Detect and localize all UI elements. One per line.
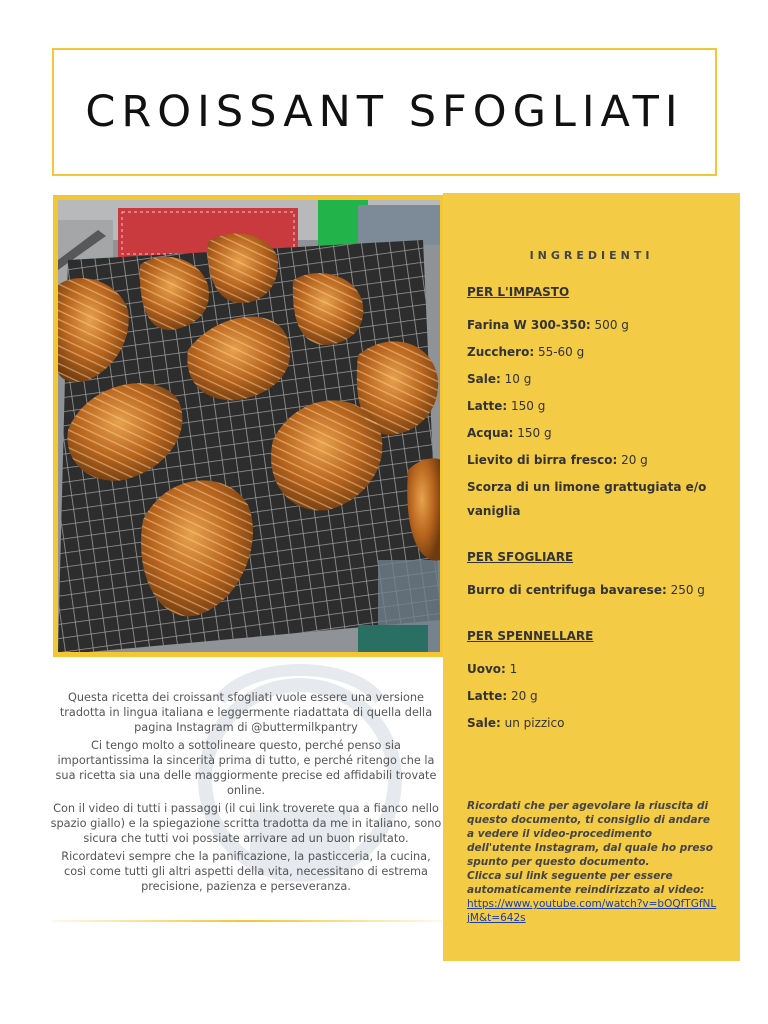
ingredients-panel [443, 193, 740, 961]
croissants-photo-frame [53, 195, 445, 657]
ingredient-item: Acqua: 150 g [467, 426, 552, 440]
ingredient-item: Uovo: 1 [467, 662, 518, 676]
intro-paragraph: Questa ricetta dei croissant sfogliati vuole essere una versione tradotta in lingua italiana e leggermente riadattata di quella della pagina Instagram di @buttermilkpantry [59, 691, 433, 734]
ingredient-item: Latte: 20 g [467, 689, 538, 703]
ingredient-item: Sale: 10 g [467, 372, 532, 386]
ingredients-heading: INGREDIENTI [529, 249, 654, 262]
intro-paragraph: Con il video di tutti i passaggi (il cui link troverete qua a fianco nello spazio giallo) e la spiegazione scritta tradotta da me in italiano, sono sicura che tutti voi possiate arrivare ad un buon risultato. [50, 802, 442, 845]
note-link-intro: Clicca sul link seguente per essere automaticamente reindirizzato al video: [467, 870, 705, 896]
section-title-impasto: PER L'IMPASTO [467, 285, 570, 299]
ingredients-list [467, 285, 722, 738]
section-title-spennellare: PER SPENNELLARE [467, 629, 594, 643]
ingredient-item: Latte: 150 g [467, 399, 546, 413]
ingredient-item: Farina W 300-350: 500 g [467, 318, 629, 332]
video-note [467, 799, 718, 925]
page-title: CROISSANT SFOGLIATI [85, 87, 684, 137]
video-link[interactable]: https://www.youtube.com/watch?v=bOQfTGfNLjM&t=642s [467, 898, 717, 924]
section-title-sfogliare: PER SFOGLIARE [467, 550, 574, 564]
ingredient-item: Sale: un pizzico [467, 716, 565, 730]
intro-paragraph: Ricordatevi sempre che la panificazione, la pasticceria, la cucina, così come tutti gli altri aspetti della vita, necessitano di estrema precisione, pazienza e perseveranza. [61, 850, 431, 893]
intro-text [50, 690, 442, 897]
title-box [52, 48, 717, 176]
note-text: Ricordati che per agevolare la riuscita di questo documento, ti consiglio di andare a vedere il video-procedimento dell'utente Instagram, dal quale ho preso spunto per questo documento. [467, 800, 713, 868]
croissants-photo [58, 200, 440, 652]
ingredient-item: Scorza di un limone grattugiata e/o vaniglia [467, 480, 707, 518]
ingredient-item: Zucchero: 55-60 g [467, 345, 585, 359]
ingredient-item: Burro di centrifuga bavarese: 250 g [467, 583, 705, 597]
intro-paragraph: Ci tengo molto a sottolineare questo, perché penso sia importantissima la sincerità prima di tutto, e perché ritengo che la sua ricetta sia una delle maggiormente precise ed affidabili trovate online. [55, 739, 437, 797]
divider [52, 920, 442, 922]
ingredient-item: Lievito di birra fresco: 20 g [467, 453, 648, 467]
